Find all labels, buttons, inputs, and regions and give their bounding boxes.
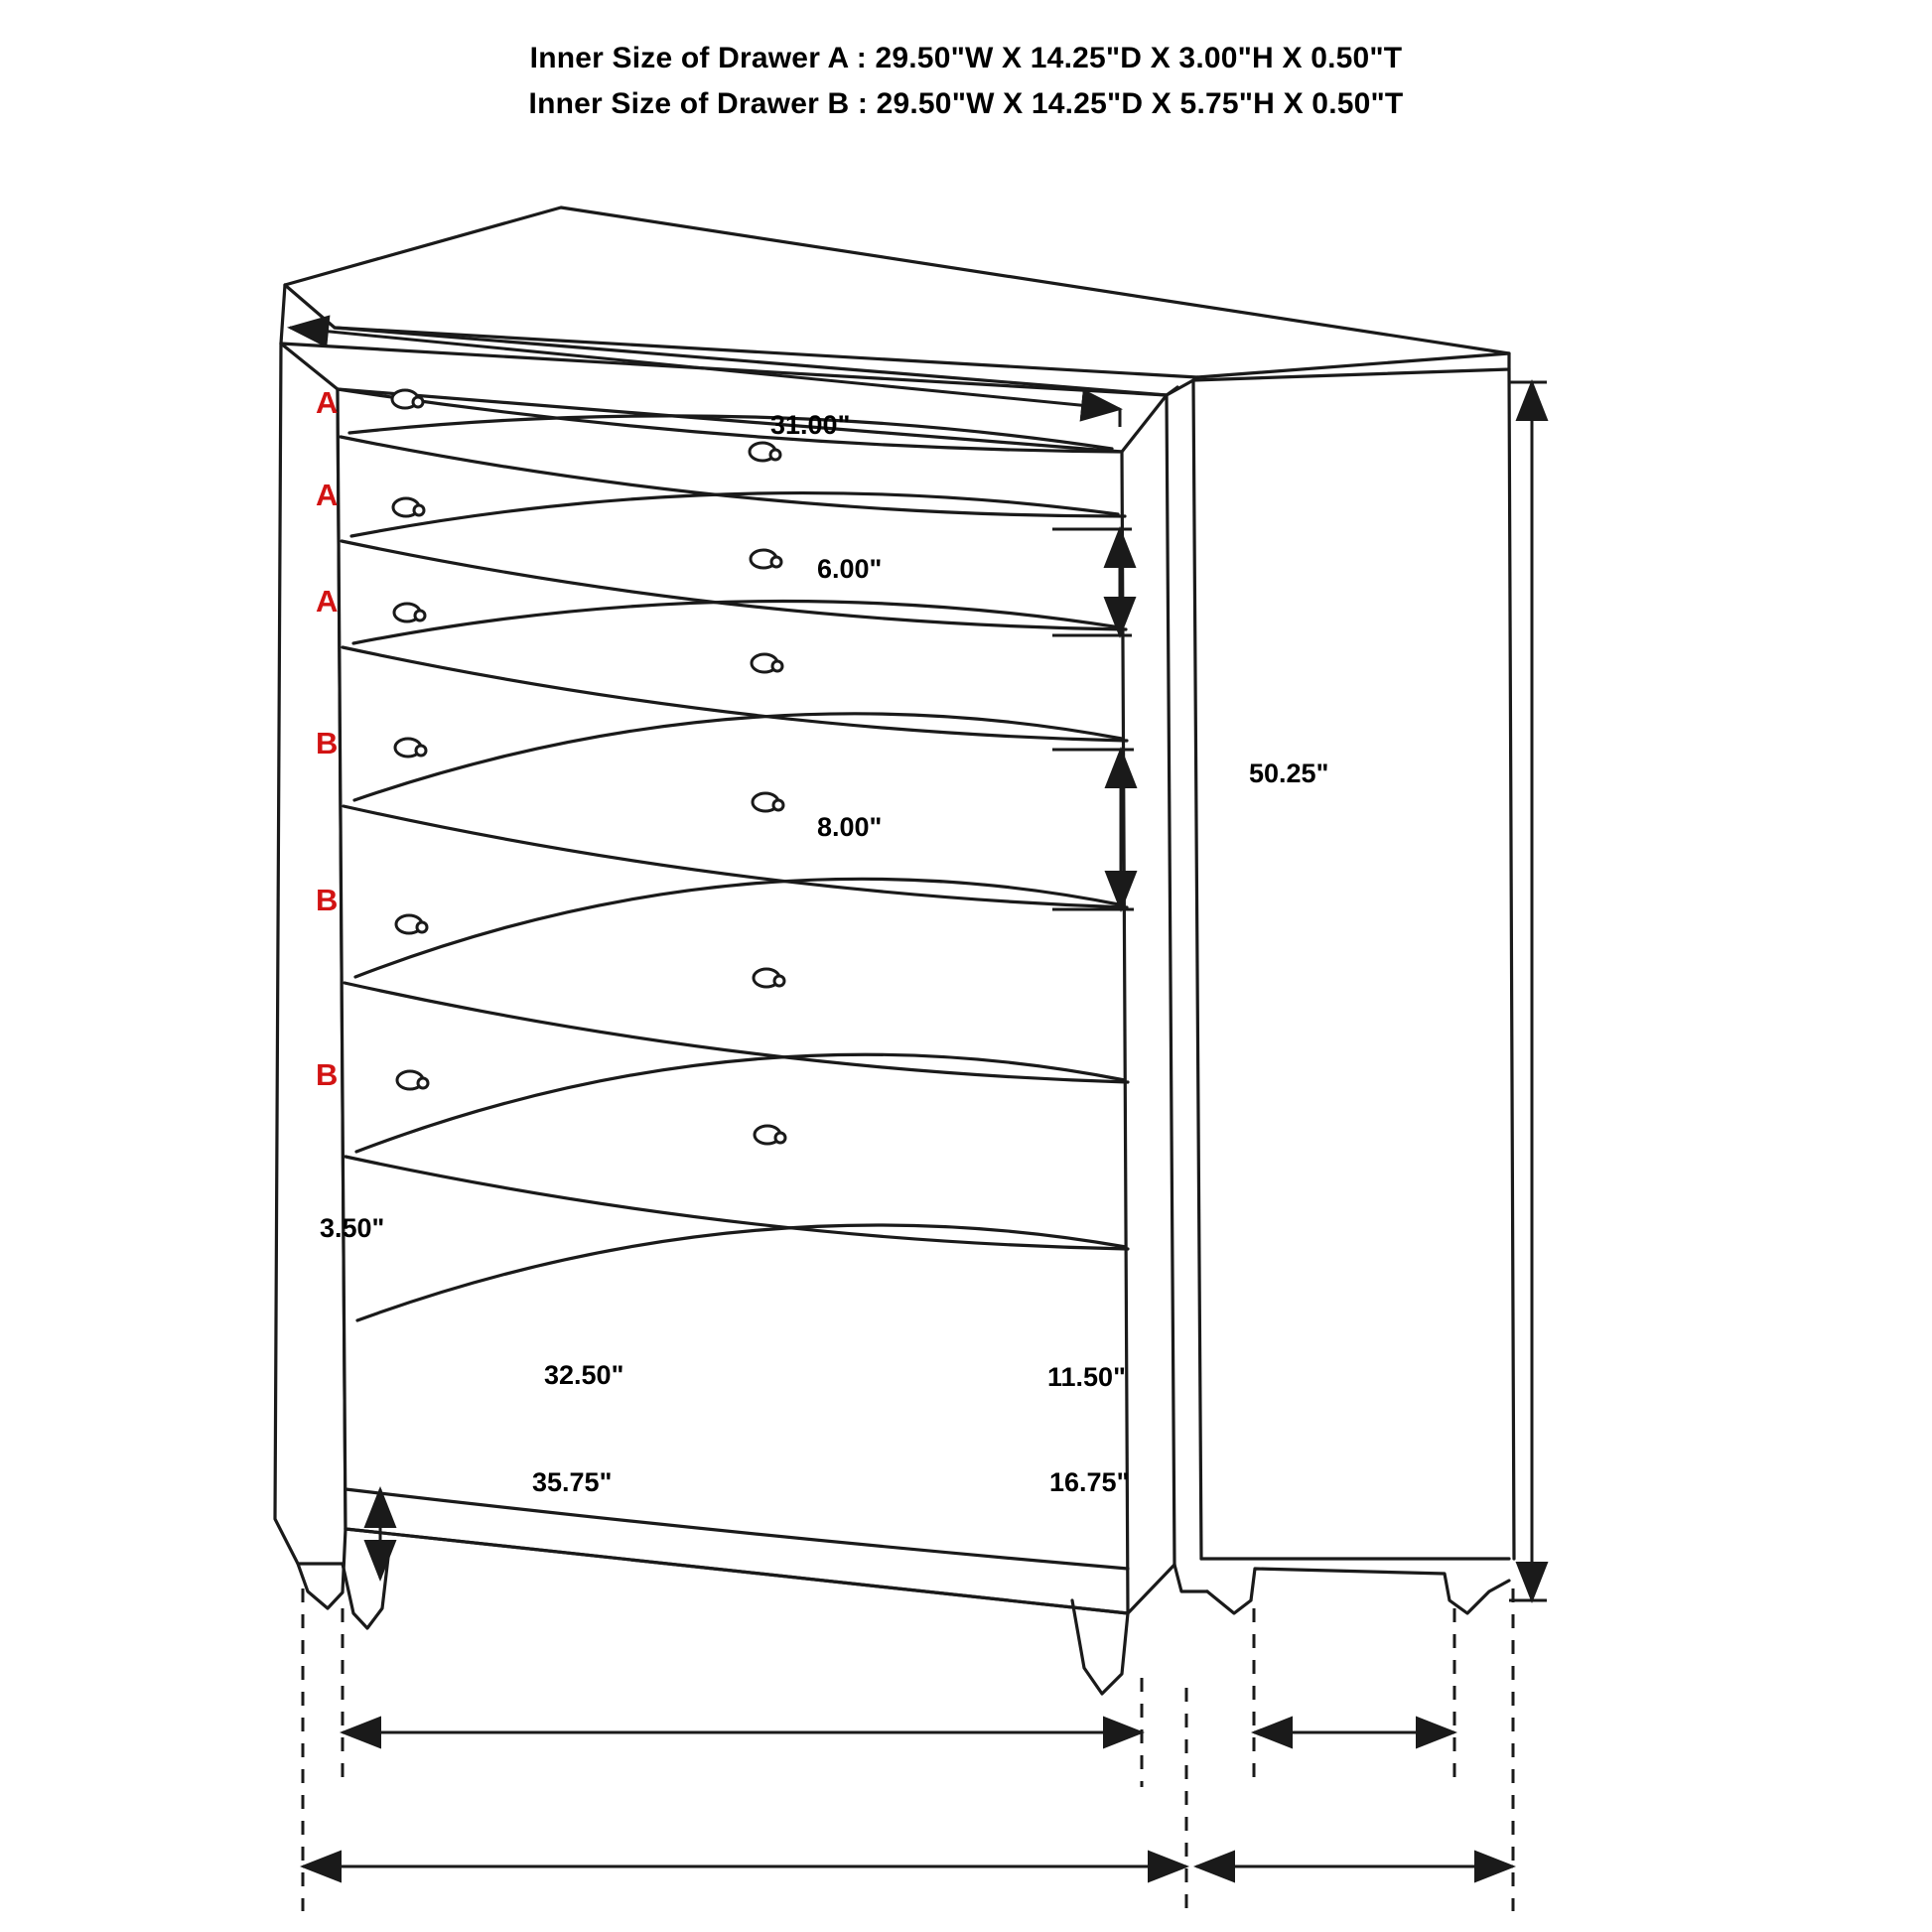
drawer-a-inner-size-note: Inner Size of Drawer A : 29.50"W X 14.25"D X 3.00"H X 0.50"T [529,42,1403,74]
drawer-label-b-2: B [316,883,339,917]
cabinet-body [275,207,1514,1694]
dimension-label-drawer-a-height: 6.00" [817,554,883,584]
dimension-label-front-inner-width: 32.50" [544,1360,624,1390]
dimension-label-drawer-b-height: 8.00" [817,812,883,842]
drawer-label-b-1: B [316,726,339,760]
dimension-label-overall-height: 50.25" [1249,759,1329,788]
dimension-label-side-inner-depth: 11.50" [1047,1362,1126,1392]
dimension-label-overall-width: 35.75" [532,1467,613,1497]
drawer-b-inner-size-note: Inner Size of Drawer B : 29.50"W X 14.25"D X 5.75"H X 0.50"T [528,87,1404,120]
drawer-pull-icon [392,390,423,408]
dimension-label-leg-height: 3.50" [320,1213,385,1243]
drawer-label-a-3: A [316,584,339,619]
dimension-label-drawer-front-width: 31.00" [770,410,851,440]
dimension-label-overall-depth: 16.75" [1049,1467,1130,1497]
drawer-label-a-2: A [316,478,339,512]
drawer-label-b-3: B [316,1057,339,1092]
extension-lines [303,1588,1513,1911]
drawer-label-a-1: A [316,385,339,420]
